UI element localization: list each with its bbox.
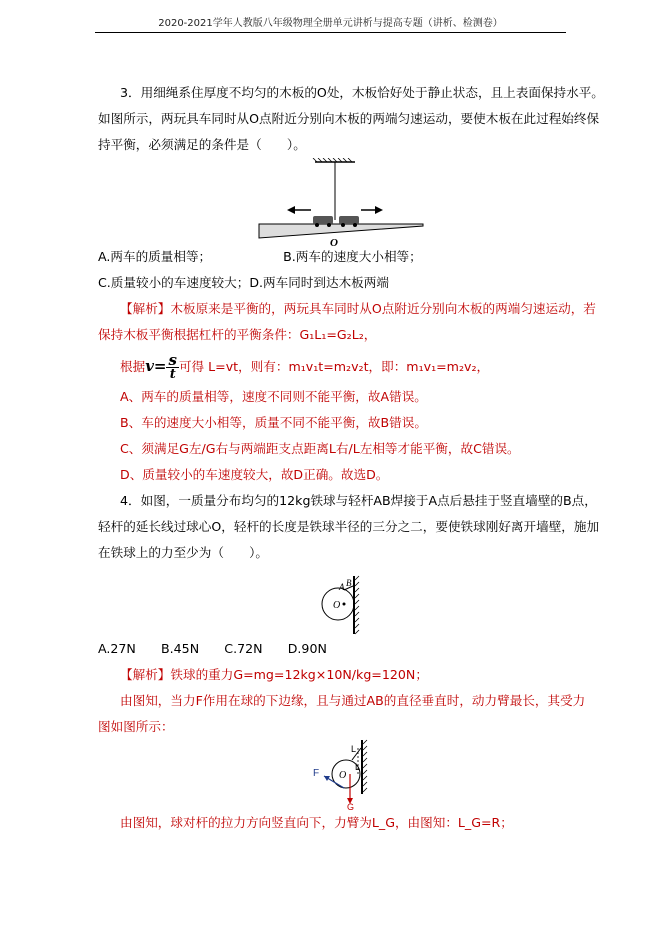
q3-stem-line-2: 如图所示，两玩具车同时从O点附近分别向木板的两端匀速运动，要使木板在此过程始终保 bbox=[98, 111, 600, 126]
q3-figure-point-o: O bbox=[330, 237, 338, 249]
q3-analysis-line-3: 根据v= $\frac{s}{t}$ 可得 L=vt，则有：m₁v₁t=m₂v₂t，即：m₁v₁=m₂v₂， bbox=[120, 351, 490, 382]
q3-analysis-line-5: B、车的速度大小相等，质量不同不能平衡，故B错误。 bbox=[120, 415, 427, 430]
speed-formula-fraction: $\frac{s}{t}$ bbox=[168, 351, 177, 382]
q3-option-b: B.两车的速度大小相等； bbox=[283, 249, 422, 264]
q3-analysis-tag: 【解析】 bbox=[120, 301, 171, 316]
q4-stem-line-1: 4．如图，一质量分布均匀的12kg铁球与轻杆AB焊接于A点后悬挂于竖直墙壁的B点， bbox=[120, 493, 597, 508]
q3-analysis-line-4: A、两车的质量相等，速度不同则不能平衡，故A错误。 bbox=[120, 389, 427, 404]
q3-analysis-line-7: D、质量较小的车速度较大，故D正确。故选D。 bbox=[120, 467, 389, 482]
q4-ball-figure bbox=[318, 574, 368, 636]
q4-figure-point-b: B bbox=[346, 578, 352, 588]
q3-options-ab bbox=[98, 248, 422, 266]
q3-options-cd: C.质量较小的车速度较大；D.两车同时到达木板两端 bbox=[98, 275, 389, 290]
q3-analysis-line-2: 保持木板平衡根据杠杆的平衡条件：G₁L₁=G₂L₂， bbox=[98, 327, 377, 342]
q4-diagram-label-lf: L bbox=[351, 744, 357, 754]
q4-force-diagram bbox=[310, 738, 380, 810]
q4-diagram-label-o: O bbox=[339, 770, 347, 781]
q4-stem-line-2: 轻杆的延长线过球心O，轻杆的长度是铁球半径的三分之二，要使铁球刚好离开墙壁，施加 bbox=[98, 519, 600, 534]
q3-analysis-line-1: 【解析】木板原来是平衡的，两玩具车同时从O点附近分别向木板的两端匀速运动，若 bbox=[120, 301, 596, 316]
page-header: 2020-2021学年人教版八年级物理全册单元讲析与提高专题（讲析、检测卷） bbox=[158, 18, 503, 29]
q3-option-a: A.两车的质量相等； bbox=[98, 249, 212, 264]
q4-diagram-label-f: F bbox=[313, 768, 320, 779]
q3-stem-line-1: 3．用细绳系住厚度不均匀的木板的O处，木板恰好处于静止状态，且上表面保持水平。 bbox=[120, 85, 604, 100]
q4-stem-line-3: 在铁球上的力至少为（ ）。 bbox=[98, 545, 269, 560]
q4-analysis-tag: 【解析】 bbox=[120, 667, 171, 682]
q4-figure-point-o: O bbox=[333, 600, 341, 611]
q4-figure-point-a: A bbox=[339, 582, 345, 592]
q3-lever-figure bbox=[255, 158, 425, 250]
q4-options: A.27N B.45N C.72N D.90N bbox=[98, 641, 327, 656]
header-divider bbox=[95, 32, 566, 33]
q4-analysis-line-4: 由图知，球对杆的拉力方向竖直向下，力臂为L_G，由图知：L_G=R； bbox=[120, 815, 513, 830]
q4-analysis-line-3: 图如图所示： bbox=[98, 719, 174, 734]
q4-diagram-label-g: G bbox=[347, 802, 355, 810]
q4-analysis-line-2: 由图知，当力F作用在球的下边缘，且与通过AB的直径垂直时，动力臂最长，其受力 bbox=[120, 693, 586, 708]
q4-diagram-label-lg: L bbox=[355, 762, 361, 772]
q4-analysis-line-1: 【解析】铁球的重力G=mg=12kg×10N/kg=120N； bbox=[120, 667, 428, 682]
q3-analysis-line-6: C、须满足G左/G右与两端距支点距离L右/L左相等才能平衡，故C错误。 bbox=[120, 441, 520, 456]
q3-stem-line-3: 持平衡，必须满足的条件是（ ）。 bbox=[98, 137, 306, 152]
